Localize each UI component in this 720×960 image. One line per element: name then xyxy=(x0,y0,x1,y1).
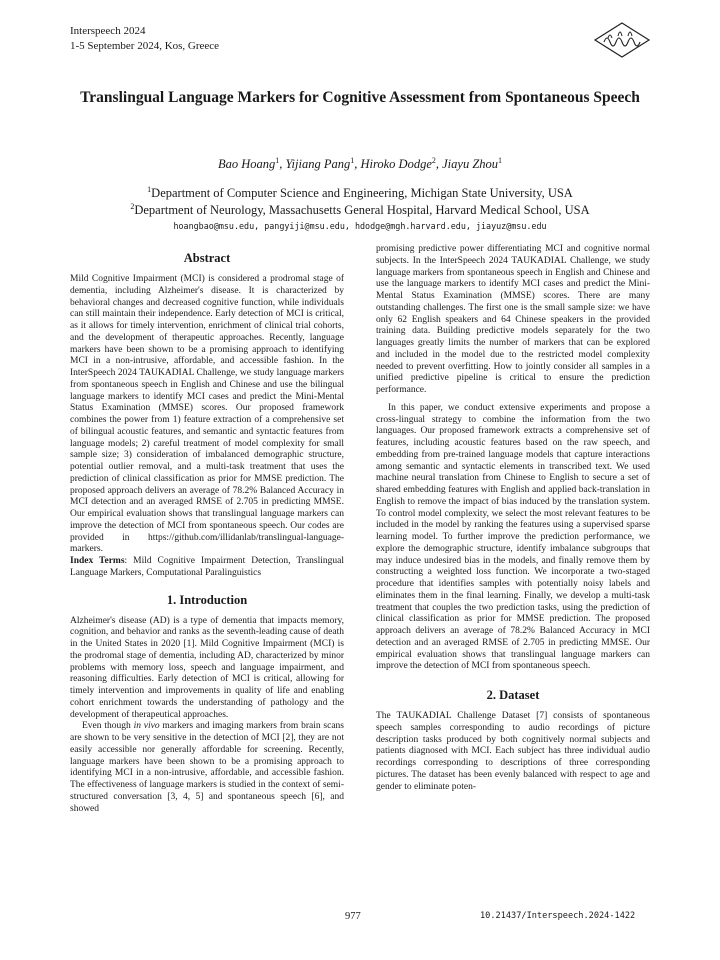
right-column xyxy=(376,244,650,793)
page-number: 977 xyxy=(345,911,361,922)
author-name: Bao Hoang xyxy=(217,157,276,172)
dataset-paragraph-1: The TAUKADIAL Challenge Dataset [7] consists of spontaneous speech samples corresponding to audio recordings of picture description tasks produced by both cognitively normal subjects and patients diagnosed with MCI. Each subject has three individual audio recordings corresponding to descriptions of three corresponding pictures. The dataset has been evenly balanced with respect to age and gender to eliminate poten- xyxy=(376,711,650,792)
author-name: Jiayu Zhou xyxy=(442,157,499,172)
intro-paragraph-4: In this paper, we conduct extensive experiments and propose a cross-lingual strategy to combine the information from the two languages. Our proposed framework extracts a comprehensive set of features, including acoustic features based on the raw speech, and embedding from pre-trained language models that capture interactions among semantic and syntactic elements in transcribed text. We used machine neural translation from Chinese to English to secure a set of shared embedding features with English and applied back-translation in English to remove the impact of bias induced by the translation system. To control model complexity, we select the most relevant features to be included in the model by ranking the features using a supervised sparse learning model. To further improve the prediction performance, we explore the demographic structure, identify imbalance subgroups that may induce undesired bias in the models, and finally remove them by constructing a weighted loss function. We incorporate a two-staged procedure that identifies samples with potentially noisy labels and eliminates them in the final learning. Finally, we develop a multi-task treatment that couples the two prediction tasks, using the prediction of clinical classification as prior for MMSE prediction. The proposed approach delivers an average of 78.2% Balanced Accuracy in MCI detection and an averaged RMSE of 2.705 in predicting MMSE. Our empirical evaluation shows that translingual language markers can improve the detection of MCI from spontaneous speech. xyxy=(376,402,650,672)
paper-title: Translingual Language Markers for Cognitive Assessment from Spontaneous Speech xyxy=(80,89,640,106)
introduction-heading: 1. Introduction xyxy=(166,592,248,607)
left-column xyxy=(70,244,344,815)
affiliation-text: Department of Neurology, Massachusetts General Hospital, Harvard Medical School, USA xyxy=(134,203,590,218)
affiliation-2 xyxy=(70,199,650,218)
author-list: Bao Hoang$^1$, Yijiang Pang$^1$, Hiroko Dodge$^2$, Jiayu Zhou$^1$ xyxy=(217,156,503,172)
intro-paragraph-1: Alzheimer's disease (AD) is a type of dementia that impacts memory, cognition, and behavior and ranks as the seventh-leading cause of death in the United States in 2020 [1]. Mild Cognitive Impairment (MCI) is the prodromal stage of dementia, including AD, characterized by minor problems with memory loss, speech and language impairment, and reasoning difficulties. Early detection of MCI is critical, allowing for timely intervention and improvements in quality of life and enabling cohort enrichment towards the understanding of pathology and the development of therapeutical approaches. xyxy=(70,615,344,720)
intro-p2-start: Even though xyxy=(82,721,134,732)
author-name: Hiroko Dodge xyxy=(360,157,432,172)
affiliation-text: Department of Computer Science and Engineering, Michigan State University, USA xyxy=(151,186,573,201)
author-affiliation-mark: 1 xyxy=(275,156,280,165)
index-terms-text: : Mild Cognitive Impairment Detection, Translingual Language Markers, Computational Paralinguistics xyxy=(70,556,345,578)
intro-p2-rest: markers and imaging markers from brain scans are shown to be very sensitive in the detection of MCI [2], they are not easily accessible nor generally affordable for screening. Recently, language markers have been shown to be a promising approach to identifying MCI in a non-intrusive, affordable, and accessible fashion. The effectiveness of language markers is studied in the context of semi-structured conversation [3, 4, 5] and spontaneous speech [6], and showed xyxy=(70,721,344,814)
intro-p2-italic: in vivo xyxy=(133,721,160,732)
conference-header xyxy=(70,24,219,54)
intro-paragraph-2 xyxy=(70,721,344,815)
interspeech-logo-icon xyxy=(592,20,652,60)
doi: 10.21437/Interspeech.2024-1422 xyxy=(480,911,636,921)
abstract-heading: Abstract xyxy=(183,251,231,265)
intro-paragraph-3: promising predictive power differentiating MCI and cognitive normal subjects. In the InterSpeech 2024 TAUKADIAL Challenge, we study language markers from spontaneous speech in English and Chinese and use the language markers to identify MCI cases and predict the Mini-Mental Status Examination (MMSE) scores. There are many outstanding challenges. The first one is the small sample size: we have only 62 English speakers and 64 Chinese speakers in the provided training data. Building predictive models separately for the two languages greatly limits the number of markers that can be explored and included in the model due to the restricted model complexity needed to prevent overfitting. How to jointly consider all samples in a unified predictive pipeline is critical to ensure the prediction performance. xyxy=(376,244,650,395)
abstract-text: Mild Cognitive Impairment (MCI) is considered a prodromal stage of dementia, including Alzheimer's disease. It is characterized by behavioral changes and decreased cognitive function, while individuals can still maintain their independence. Early detection of MCI is critical, as it allows for timely intervention, enrichment of clinical trial cohorts, and the development of therapeutic approaches. Recently, language markers have been shown to be a promising approach to identifying MCI in a non-intrusive, affordable, and accessible fashion. In the InterSpeech 2024 TAUKADIAL Challenge, we study language markers from spontaneous speech in English and Chinese and use the bilingual language markers to identify MCI cases and predict the Mini-Mental Status Examination (MMSE) scores. Our proposed framework combines the power from 1) feature extraction of a comprehensive set of bilingual acoustic features, and semantic and syntactic features from language models; 2) careful treatment of model complexity for small sample size; 3) consideration of imbalanced demographic structure, potential outlier removal, and a multi-task treatment that uses the prediction of clinical classification as prior for MMSE prediction. The proposed approach delivers an average of 78.2% Balanced Accuracy in MCI detection and an averaged RMSE of 2.705 in predicting MMSE. Our empirical evaluation shows that translingual language markers can improve the detection of MCI from spontaneous speech. Our codes are provided in https://github.com/illidanlab/translingual-language-markers. xyxy=(70,274,344,555)
author-affiliation-mark: 2 xyxy=(431,156,436,165)
conference-date-location: 1-5 September 2024, Kos, Greece xyxy=(70,40,220,52)
author-affiliation-mark: 1 xyxy=(498,156,503,165)
author-emails: hoangbao@msu.edu, pangyiji@msu.edu, hdodge@mgh.harvard.edu, jiayuz@msu.edu xyxy=(173,221,547,231)
conference-name: Interspeech 2024 xyxy=(70,25,146,37)
dataset-heading: 2. Dataset xyxy=(486,688,540,702)
author-name: Yijiang Pang xyxy=(285,157,351,172)
index-terms-label: Index Terms xyxy=(70,556,125,566)
index-terms xyxy=(70,556,344,580)
affiliation-number: 2 xyxy=(130,202,135,211)
affiliation-number: 1 xyxy=(147,185,152,194)
author-affiliation-mark: 1 xyxy=(350,156,355,165)
